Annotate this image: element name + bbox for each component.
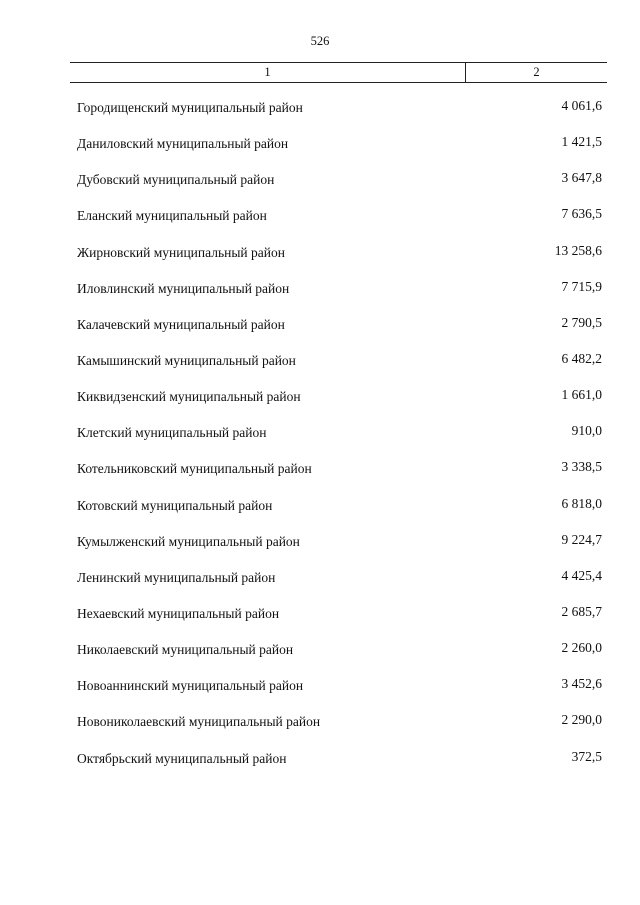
table-row [0,532,640,568]
district-value: 4 425,4 [561,567,602,583]
district-value: 3 452,6 [561,676,602,692]
column-header-2: 2 [533,65,540,79]
district-name: Котельниковский муниципальный район [77,461,312,477]
district-value: 13 258,6 [554,242,602,258]
district-value: 2 290,0 [561,712,602,728]
district-name: Николаевский муниципальный район [77,642,294,658]
table-row [0,387,640,423]
table-row [0,712,640,748]
table-row [0,676,640,712]
district-name: Даниловский муниципальный район [77,136,289,152]
district-name: Кумылженский муниципальный район [77,533,300,549]
table-row [0,496,640,532]
table-body [0,98,640,785]
district-name: Городищенский муниципальный район [77,100,303,115]
district-name: Котовский муниципальный район [77,497,273,513]
table-row [0,98,640,134]
district-value: 9 224,7 [561,531,602,547]
district-name: Клетский муниципальный район [77,425,267,441]
district-name: Еланский муниципальный район [77,208,267,224]
district-name: Калачевский муниципальный район [77,316,285,332]
table-row [0,243,640,279]
district-name: Нехаевский муниципальный район [77,605,280,621]
district-name: Дубовский муниципальный район [77,172,275,188]
district-value: 4 061,6 [561,98,602,113]
district-name: Октябрьский муниципальный район [77,750,287,766]
table-row [0,604,640,640]
district-name: Иловлинский муниципальный район [77,280,290,296]
table-row [0,170,640,206]
district-value: 7 715,9 [561,278,602,294]
district-value: 1 421,5 [561,134,602,150]
district-value: 3 338,5 [561,459,602,475]
column-header-1: 1 [70,63,466,82]
district-name: Ленинский муниципальный район [77,569,276,585]
district-name: Новониколаевский муниципальный район [77,714,321,730]
district-name: Киквидзенский муниципальный район [77,389,301,405]
page-number: 526 [310,34,330,48]
district-name: Камышинский муниципальный район [77,352,296,368]
table-row [0,568,640,604]
table-row [0,423,640,459]
district-value: 1 661,0 [561,387,602,403]
table-row [0,459,640,495]
table-row [0,206,640,242]
district-value: 2 790,5 [561,314,602,330]
table-row [0,279,640,315]
district-value: 2 685,7 [561,603,602,619]
district-value: 2 260,0 [561,640,602,656]
district-value: 7 636,5 [561,206,602,222]
table-row [0,640,640,676]
district-value: 6 818,0 [561,495,602,511]
district-name: Жирновский муниципальный район [77,244,285,260]
table-row [0,315,640,351]
district-value: 3 647,8 [561,170,602,186]
table-row [0,749,640,785]
district-name: Новоаннинский муниципальный район [77,678,304,694]
district-value: 372,5 [571,748,602,764]
district-value: 6 482,2 [561,350,602,366]
table-row [0,134,640,170]
district-value: 910,0 [571,423,602,439]
table-row [0,351,640,387]
table-header [70,62,607,83]
